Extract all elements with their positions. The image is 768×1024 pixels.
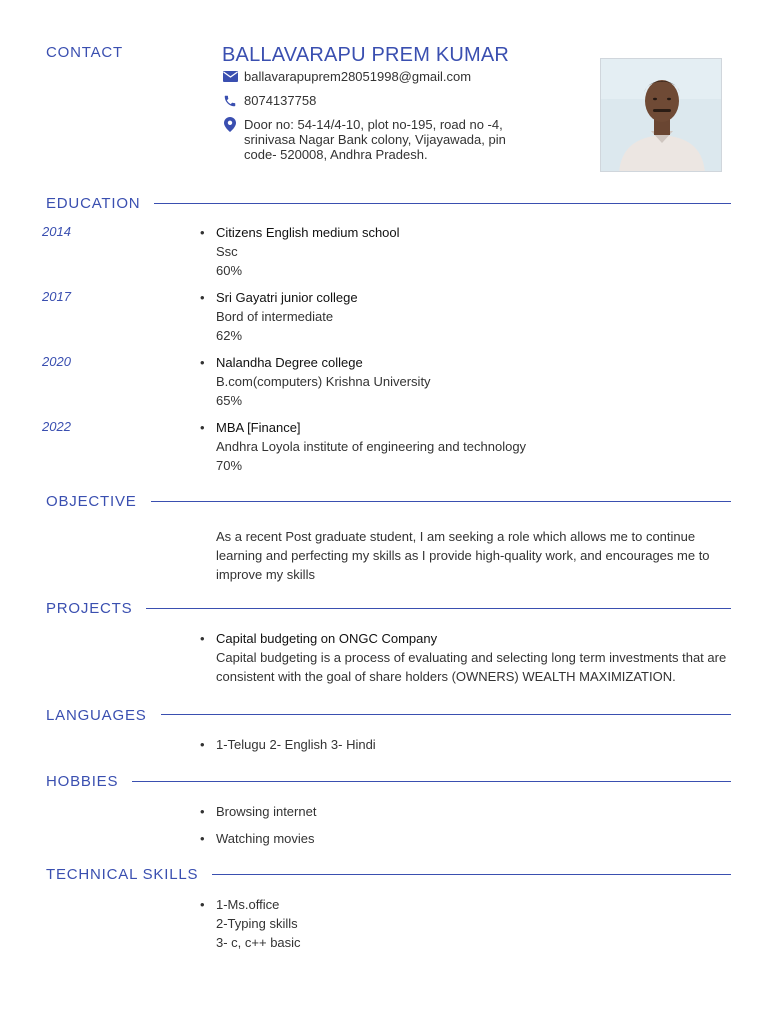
- hobbies-heading: HOBBIES: [46, 773, 132, 790]
- project-description: Capital budgeting is a process of evaluating and selecting long term investments that are consistent with the goal of share holders (OWNERS) WEALTH MAXIMIZATION.: [216, 650, 727, 684]
- education-entry: [200, 288, 740, 345]
- hobby-text: Watching movies: [216, 831, 315, 846]
- bullet: •: [200, 737, 205, 752]
- languages-entry: [200, 735, 740, 754]
- education-heading: EDUCATION: [46, 195, 154, 212]
- phone-row: [222, 93, 534, 108]
- skills-divider: [205, 874, 731, 875]
- hobby-text: Browsing internet: [216, 804, 317, 819]
- course-name: Bord of intermediate: [216, 309, 334, 324]
- languages-divider: [157, 714, 731, 715]
- education-year: 2022: [42, 419, 71, 434]
- school-name: MBA [Finance]: [216, 420, 301, 435]
- education-entry: [200, 223, 740, 280]
- projects-heading: PROJECTS: [46, 600, 146, 617]
- bullet: •: [200, 897, 205, 912]
- objective-text: As a recent Post graduate student, I am seeking a role which allows me to continue learning and perfecting my skills as I provide high-quality work, and encourages me to improve my skills: [216, 529, 710, 582]
- objective-heading: OBJECTIVE: [46, 493, 151, 510]
- languages-text: 1-Telugu 2- English 3- Hindi: [216, 737, 376, 752]
- course-name: Ssc: [216, 244, 238, 259]
- bullet: •: [200, 225, 205, 240]
- bullet: •: [200, 290, 205, 305]
- hobby-item: [200, 829, 740, 848]
- email-row: [222, 69, 534, 84]
- score: 70%: [216, 458, 243, 473]
- hobbies-divider: [129, 781, 731, 782]
- project-name: Capital budgeting on ONGC Company: [216, 631, 438, 646]
- school-name: Nalandha Degree college: [216, 355, 363, 370]
- projects-divider: [143, 608, 731, 609]
- course-name: B.com(computers) Krishna University: [216, 374, 431, 389]
- education-divider: [150, 203, 731, 204]
- score: 65%: [216, 393, 243, 408]
- education-year: 2017: [42, 289, 71, 304]
- score: 60%: [216, 263, 243, 278]
- envelope-icon: [222, 69, 238, 84]
- skills-heading: TECHNICAL SKILLS: [46, 866, 212, 883]
- school-name: Sri Gayatri junior college: [216, 290, 358, 305]
- skill-line: 3- c, c++ basic: [216, 935, 301, 950]
- education-entry: [200, 418, 740, 475]
- skill-line: 2-Typing skills: [216, 916, 298, 931]
- school-name: Citizens English medium school: [216, 225, 400, 240]
- bullet: •: [200, 420, 205, 435]
- address-text: Door no: 54-14/4-10, plot no-195, road no -4, srinivasa Nagar Bank colony, Vijayawada, pin code- 520008, Andhra Pradesh.: [244, 117, 506, 162]
- education-year: 2020: [42, 354, 71, 369]
- score: 62%: [216, 328, 243, 343]
- education-entry: [200, 353, 740, 410]
- skills-entry: [200, 895, 740, 952]
- education-year: 2014: [42, 224, 71, 239]
- project-entry: [200, 629, 740, 686]
- course-name: Andhra Loyola institute of engineering and technology: [216, 439, 527, 454]
- address-row: [222, 117, 534, 162]
- bullet: •: [200, 631, 205, 646]
- bullet: •: [200, 355, 205, 370]
- candidate-name: BALLAVARAPU PREM KUMAR: [222, 44, 510, 66]
- skill-line: 1-Ms.office: [216, 897, 280, 912]
- map-pin-icon: [222, 117, 238, 132]
- languages-heading: LANGUAGES: [46, 707, 161, 724]
- hobby-item: [200, 802, 740, 821]
- email-text: ballavarapuprem28051998@gmail.com: [244, 69, 472, 84]
- phone-text: 8074137758: [244, 93, 317, 108]
- objective-divider: [147, 501, 731, 502]
- bullet: •: [200, 804, 205, 819]
- phone-icon: [222, 93, 238, 108]
- contact-heading: CONTACT: [46, 44, 123, 61]
- bullet: •: [200, 831, 205, 846]
- profile-photo: [600, 58, 722, 172]
